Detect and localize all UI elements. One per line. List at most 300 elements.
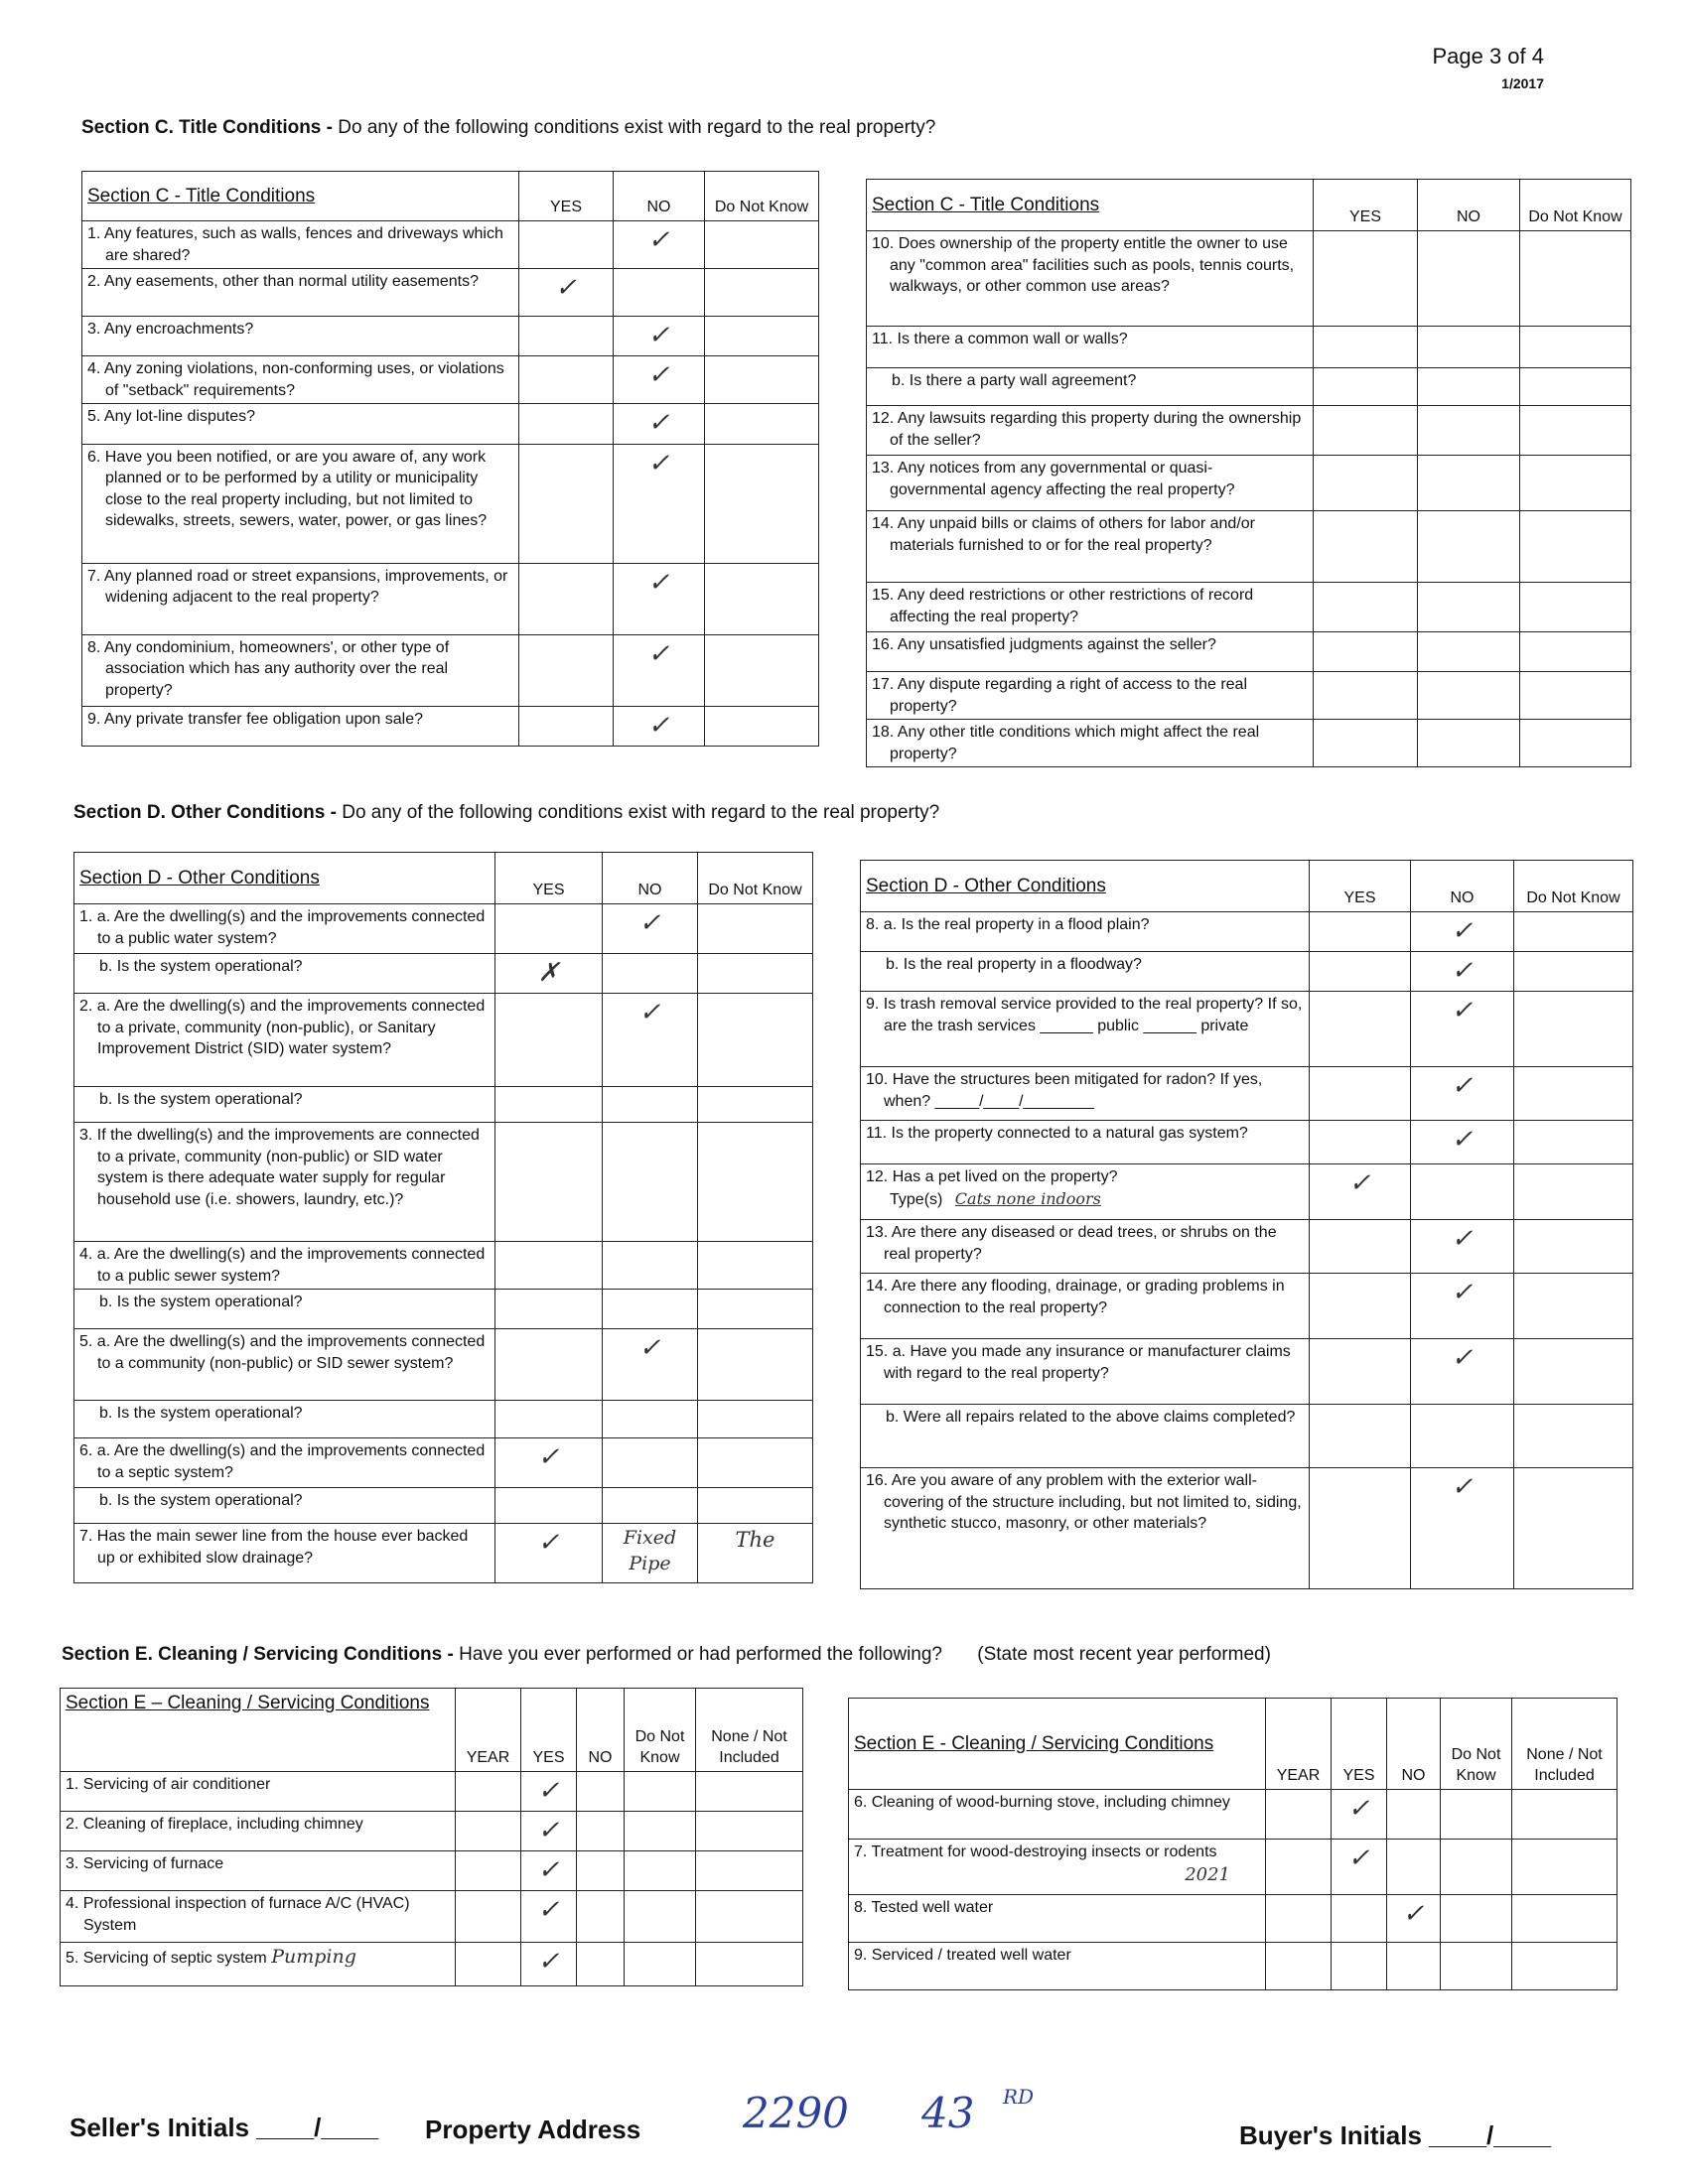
- section-e-intro-title: Section E. Cleaning / Servicing Conditions -: [62, 1644, 454, 1665]
- dnk-cell[interactable]: [705, 269, 819, 317]
- yes-cell[interactable]: [519, 563, 614, 634]
- yes-cell[interactable]: [1310, 1468, 1411, 1589]
- no-cell[interactable]: ✓: [614, 221, 705, 269]
- no-header: NO: [1411, 861, 1514, 912]
- dnk-cell[interactable]: [705, 563, 819, 634]
- table-row: [74, 994, 813, 1087]
- yes-cell[interactable]: [519, 221, 614, 269]
- no-cell[interactable]: [577, 1943, 625, 1986]
- no-cell[interactable]: [1418, 368, 1520, 406]
- table-row: [74, 1123, 813, 1242]
- yes-cell[interactable]: [1310, 1339, 1411, 1405]
- dnk-cell[interactable]: [1520, 406, 1631, 456]
- dnk-cell[interactable]: [698, 1123, 813, 1242]
- address-number[interactable]: 2290: [743, 2089, 849, 2137]
- no-header: NO: [614, 172, 705, 221]
- dnk-cell[interactable]: [705, 706, 819, 746]
- pet-type-value[interactable]: Cats none indoors: [954, 1188, 1101, 1208]
- table-row: [849, 1943, 1618, 1990]
- dnk-cell[interactable]: [698, 1438, 813, 1488]
- question: b. Is there a party wall agreement?: [892, 372, 1137, 389]
- year-cell[interactable]: [1266, 1943, 1332, 1990]
- dnk-cell[interactable]: [698, 1329, 813, 1401]
- no-cell[interactable]: ✓: [614, 634, 705, 706]
- question: b. Is the system operational?: [99, 958, 303, 975]
- dnk-cell[interactable]: [1520, 632, 1631, 672]
- no-cell[interactable]: [1387, 1840, 1441, 1895]
- question: 18. Any other title conditions which might affect the real property?: [872, 724, 1260, 762]
- no-cell[interactable]: [577, 1851, 625, 1891]
- year-cell[interactable]: [1266, 1895, 1332, 1943]
- no-cell[interactable]: ✓: [614, 404, 705, 444]
- yes-cell[interactable]: ✓: [521, 1943, 577, 1986]
- dnk-cell[interactable]: [698, 1087, 813, 1123]
- question: 3. If the dwelling(s) and the improvements are connected to a private, community (non-public) or SID water system is there adequate water supply for regular household use (i.e. showers, laundry, etc.)?: [79, 1127, 480, 1208]
- year-cell[interactable]: [456, 1891, 521, 1943]
- question: 4. Professional inspection of furnace A/C (HVAC) System: [66, 1895, 410, 1934]
- dnk-cell[interactable]: [625, 1772, 696, 1812]
- dnk-cell[interactable]: [705, 317, 819, 356]
- no-cell[interactable]: ✓: [603, 1329, 698, 1401]
- question: 16. Any unsatisfied judgments against the seller?: [872, 636, 1216, 653]
- yes-cell[interactable]: [1310, 1405, 1411, 1468]
- dnk-cell[interactable]: [698, 954, 813, 994]
- yes-cell[interactable]: [495, 1329, 603, 1401]
- table-title: Section E – Cleaning / Servicing Conditions: [61, 1689, 456, 1772]
- no-cell[interactable]: [603, 1242, 698, 1290]
- treatment-year-note[interactable]: 2021: [1185, 1863, 1230, 1885]
- pet-type-label: Type(s): [890, 1190, 943, 1208]
- no-cell[interactable]: [1418, 231, 1520, 327]
- no-cell[interactable]: ✓: [1411, 1339, 1514, 1405]
- no-cell[interactable]: [603, 1488, 698, 1524]
- none-cell[interactable]: [1512, 1943, 1618, 1990]
- no-cell[interactable]: [1418, 672, 1520, 720]
- no-cell[interactable]: ✓: [603, 904, 698, 954]
- yes-cell[interactable]: ✓: [495, 1524, 603, 1583]
- question: b. Is the system operational?: [99, 1294, 303, 1311]
- table-row: [861, 1067, 1633, 1121]
- yes-cell[interactable]: [1332, 1943, 1387, 1990]
- question: b. Is the system operational?: [99, 1405, 303, 1423]
- dnk-cell[interactable]: [1514, 952, 1633, 992]
- dnk-cell[interactable]: [698, 1242, 813, 1290]
- dnk-cell[interactable]: [625, 1812, 696, 1851]
- dnk-cell[interactable]: [1520, 511, 1631, 583]
- question: 16. Are you aware of any problem with the exterior wall-covering of the structure including, but not limited to, siding, synthetic stucco, masonry, or other materials?: [866, 1472, 1302, 1533]
- table-row: [82, 317, 819, 356]
- table-row: [74, 1242, 813, 1290]
- no-cell[interactable]: ✓: [614, 444, 705, 563]
- question: 15. a. Have you made any insurance or manufacturer claims with regard to the real property?: [866, 1343, 1291, 1382]
- table-row: [82, 563, 819, 634]
- page-number: Page 3 of 4: [1432, 44, 1544, 68]
- question: 7. Has the main sewer line from the house ever backed up or exhibited slow drainage?: [79, 1528, 469, 1567]
- question: 6. Cleaning of wood-burning stove, including chimney: [854, 1794, 1230, 1811]
- yes-header: YES: [1314, 180, 1418, 231]
- question: 15. Any deed restrictions or other restrictions of record affecting the real property?: [872, 587, 1254, 625]
- yes-cell[interactable]: [1310, 1121, 1411, 1164]
- no-cell[interactable]: [1418, 632, 1520, 672]
- table-row: [867, 511, 1631, 583]
- table-row: [61, 1851, 803, 1891]
- year-cell[interactable]: [456, 1851, 521, 1891]
- no-cell[interactable]: ✓: [614, 706, 705, 746]
- question: 5. Any lot-line disputes?: [87, 408, 255, 426]
- yes-cell[interactable]: [519, 706, 614, 746]
- dnk-cell[interactable]: [1520, 672, 1631, 720]
- dnk-cell[interactable]: [705, 634, 819, 706]
- question: 1. Any features, such as walls, fences and driveways which are shared?: [87, 225, 503, 264]
- no-cell[interactable]: [1418, 406, 1520, 456]
- table-row: [74, 1329, 813, 1401]
- question: b. Is the real property in a floodway?: [886, 956, 1142, 974]
- no-cell[interactable]: ✓: [1411, 952, 1514, 992]
- table-row: [867, 406, 1631, 456]
- question: 1. Servicing of air conditioner: [61, 1772, 456, 1812]
- dnk-cell[interactable]: [698, 904, 813, 954]
- question: 5. Servicing of septic system: [66, 1950, 267, 1968]
- table-row: [861, 1121, 1633, 1164]
- yes-cell[interactable]: [1314, 327, 1418, 368]
- question: 3. Servicing of furnace: [61, 1851, 456, 1891]
- yes-cell[interactable]: ✓: [521, 1772, 577, 1812]
- question: 7. Any planned road or street expansions, improvements, or widening adjacent to the real property?: [87, 567, 508, 607]
- no-cell[interactable]: [1418, 456, 1520, 511]
- yes-cell[interactable]: ✗: [495, 954, 603, 994]
- table-row: [74, 1438, 813, 1488]
- year-header: YEAR: [456, 1689, 521, 1772]
- question: 11. Is there a common wall or walls?: [872, 331, 1128, 347]
- table-title: Section E - Cleaning / Servicing Conditions: [849, 1699, 1266, 1790]
- question: 17. Any dispute regarding a right of access to the real property?: [872, 676, 1248, 715]
- question: 2. a. Are the dwelling(s) and the improvements connected to a private, community (non-public), or Sanitary Improvement District (SID) water system?: [79, 998, 486, 1058]
- buyer-initials[interactable]: Buyer's Initials ____/____: [1239, 2120, 1552, 2150]
- dnk-cell[interactable]: [1520, 231, 1631, 327]
- yes-cell[interactable]: ✓: [1310, 1164, 1411, 1220]
- table-row: [867, 456, 1631, 511]
- table-row: [867, 327, 1631, 368]
- no-cell[interactable]: [1418, 327, 1520, 368]
- yes-cell[interactable]: [1314, 231, 1418, 327]
- no-cell[interactable]: ✓: [1411, 912, 1514, 952]
- form-date: 1/2017: [1501, 75, 1544, 91]
- yes-cell[interactable]: [1310, 992, 1411, 1067]
- dnk-header: Do Not Know: [1441, 1699, 1512, 1790]
- table-row: [867, 672, 1631, 720]
- question: 9. Any private transfer fee obligation upon sale?: [87, 710, 423, 728]
- yes-cell[interactable]: [1314, 632, 1418, 672]
- yes-cell[interactable]: [519, 317, 614, 356]
- yes-cell[interactable]: [1314, 456, 1418, 511]
- dnk-cell[interactable]: [1514, 1274, 1633, 1339]
- section-c-intro-text: Do any of the following conditions exist with regard to the real property?: [338, 117, 936, 138]
- no-cell[interactable]: [1387, 1943, 1441, 1990]
- table-row: [861, 1274, 1633, 1339]
- septic-note[interactable]: Pumping: [271, 1946, 356, 1969]
- dnk-cell[interactable]: [1441, 1895, 1512, 1943]
- no-cell[interactable]: [603, 1438, 698, 1488]
- yes-header: YES: [495, 853, 603, 904]
- no-cell[interactable]: ✓: [614, 356, 705, 404]
- table-row: [82, 444, 819, 563]
- no-header: NO: [1418, 180, 1520, 231]
- yes-cell[interactable]: [1332, 1895, 1387, 1943]
- table-row: [82, 634, 819, 706]
- no-cell[interactable]: [1418, 720, 1520, 767]
- no-cell[interactable]: ✓: [603, 994, 698, 1087]
- dnk-cell[interactable]: [698, 994, 813, 1087]
- table-title: Section D - Other Conditions: [861, 861, 1310, 912]
- question: 14. Any unpaid bills or claims of others for labor and/or materials furnished to or for the real property?: [872, 515, 1255, 554]
- yes-cell[interactable]: [1310, 912, 1411, 952]
- yes-cell[interactable]: [1310, 1274, 1411, 1339]
- yes-header: YES: [1332, 1699, 1387, 1790]
- yes-cell[interactable]: [1314, 511, 1418, 583]
- none-cell[interactable]: [1512, 1790, 1618, 1840]
- yes-cell[interactable]: [495, 904, 603, 954]
- section-d-intro-text: Do any of the following conditions exist with regard to the real property?: [342, 802, 940, 823]
- yes-cell[interactable]: ✓: [519, 269, 614, 317]
- no-cell[interactable]: Fixed Pipe: [603, 1524, 698, 1583]
- dnk-cell[interactable]: [698, 1488, 813, 1524]
- address-street[interactable]: 43: [921, 2089, 975, 2137]
- dnk-cell[interactable]: [1514, 1164, 1633, 1220]
- no-cell[interactable]: ✓: [1387, 1895, 1441, 1943]
- question: 4. a. Are the dwelling(s) and the improvements connected to a public sewer system?: [79, 1246, 486, 1285]
- yes-cell[interactable]: ✓: [495, 1438, 603, 1488]
- dnk-header: Do Not Know: [705, 172, 819, 221]
- table-row: [861, 952, 1633, 992]
- seller-initials[interactable]: Seller's Initials ____/____: [70, 2113, 379, 2142]
- none-cell[interactable]: [696, 1772, 803, 1812]
- section-e-intro-note: (State most recent year performed): [977, 1644, 1271, 1665]
- yes-cell[interactable]: [1310, 1220, 1411, 1274]
- dnk-cell[interactable]: [1514, 1468, 1633, 1589]
- none-cell[interactable]: [696, 1851, 803, 1891]
- dnk-header: Do Not Know: [625, 1689, 696, 1772]
- no-cell[interactable]: [614, 269, 705, 317]
- year-cell[interactable]: [1266, 1840, 1332, 1895]
- address-suffix[interactable]: RD: [1003, 2085, 1035, 2109]
- no-header: NO: [1387, 1699, 1441, 1790]
- dnk-cell[interactable]: The: [698, 1524, 813, 1583]
- no-cell[interactable]: ✓: [1411, 1468, 1514, 1589]
- no-cell[interactable]: ✓: [1411, 1274, 1514, 1339]
- section-e-right-table: [848, 1698, 1618, 1990]
- year-cell[interactable]: [456, 1812, 521, 1851]
- year-cell[interactable]: [456, 1772, 521, 1812]
- table-row: [849, 1895, 1618, 1943]
- yes-cell[interactable]: [1314, 720, 1418, 767]
- yes-cell[interactable]: [519, 404, 614, 444]
- dnk-cell[interactable]: [1514, 992, 1633, 1067]
- table-row: [861, 1405, 1633, 1468]
- yes-cell[interactable]: ✓: [1332, 1790, 1387, 1840]
- dnk-cell[interactable]: [1520, 720, 1631, 767]
- dnk-cell[interactable]: [1441, 1790, 1512, 1840]
- table-row: [867, 583, 1631, 632]
- none-cell[interactable]: [1512, 1895, 1618, 1943]
- dnk-cell[interactable]: [1441, 1840, 1512, 1895]
- dnk-cell[interactable]: [698, 1401, 813, 1438]
- none-cell[interactable]: [696, 1891, 803, 1943]
- table-row: [61, 1772, 803, 1812]
- no-cell[interactable]: ✓: [1411, 1121, 1514, 1164]
- section-d-intro: [73, 802, 939, 824]
- table-row: [861, 1339, 1633, 1405]
- dnk-cell[interactable]: [705, 444, 819, 563]
- dnk-cell[interactable]: [1520, 583, 1631, 632]
- dnk-header: Do Not Know: [698, 853, 813, 904]
- no-cell[interactable]: [1418, 511, 1520, 583]
- dnk-cell[interactable]: [1514, 1067, 1633, 1121]
- table-row: [61, 1891, 803, 1943]
- table-title: Section D - Other Conditions: [74, 853, 495, 904]
- section-d-intro-title: Section D. Other Conditions -: [73, 802, 337, 823]
- dnk-cell[interactable]: [1514, 912, 1633, 952]
- table-row: [74, 1087, 813, 1123]
- yes-cell[interactable]: [519, 444, 614, 563]
- dnk-header: Do Not Know: [1514, 861, 1633, 912]
- table-row: [74, 954, 813, 994]
- yes-cell[interactable]: [1314, 583, 1418, 632]
- no-cell[interactable]: ✓: [614, 563, 705, 634]
- no-cell[interactable]: [603, 1087, 698, 1123]
- section-e-intro: [62, 1644, 1271, 1666]
- question: 12. Has a pet lived on the property?: [866, 1168, 1118, 1186]
- section-c-intro: [81, 117, 935, 139]
- dnk-cell[interactable]: [705, 356, 819, 404]
- dnk-cell[interactable]: [625, 1943, 696, 1986]
- no-cell[interactable]: ✓: [614, 317, 705, 356]
- dnk-cell[interactable]: [1514, 1121, 1633, 1164]
- property-address-label: Property Address: [425, 2115, 641, 2144]
- question: 6. Have you been notified, or are you aware of, any work planned or to be performed by a utility or municipality close to the real property including, but not limited to sidewalks, streets, sewers, water, power, or gas lines?: [87, 448, 488, 530]
- yes-header: YES: [519, 172, 614, 221]
- no-cell[interactable]: [603, 1290, 698, 1329]
- no-cell[interactable]: [1387, 1790, 1441, 1840]
- no-cell[interactable]: [603, 1401, 698, 1438]
- table-row: [82, 221, 819, 269]
- none-cell[interactable]: [1512, 1840, 1618, 1895]
- dnk-cell[interactable]: [1514, 1339, 1633, 1405]
- question: 2. Any easements, other than normal utility easements?: [87, 273, 479, 291]
- question: 7. Treatment for wood-destroying insects or rodents: [854, 1843, 1217, 1860]
- no-cell[interactable]: [577, 1812, 625, 1851]
- dnk-cell[interactable]: [1520, 327, 1631, 368]
- no-header: NO: [603, 853, 698, 904]
- year-header: YEAR: [1266, 1699, 1332, 1790]
- question: 9. Is trash removal service provided to the real property? If so, are the trash services ______ public ______ private: [866, 996, 1303, 1034]
- question: 13. Any notices from any governmental or quasi-governmental agency affecting the real property?: [872, 460, 1235, 498]
- section-d-left-table: [73, 852, 813, 1583]
- no-cell[interactable]: ✓: [1411, 1220, 1514, 1274]
- yes-cell[interactable]: ✓: [521, 1812, 577, 1851]
- table-row: [74, 1488, 813, 1524]
- yes-cell[interactable]: [495, 1401, 603, 1438]
- section-c-right-table: [866, 179, 1631, 767]
- yes-cell[interactable]: ✓: [1332, 1840, 1387, 1895]
- table-row: [867, 231, 1631, 327]
- dnk-cell[interactable]: [705, 404, 819, 444]
- section-d-right-table: [860, 860, 1633, 1589]
- yes-cell[interactable]: [495, 1123, 603, 1242]
- question: b. Is the system operational?: [99, 1091, 303, 1109]
- table-row: [74, 1524, 813, 1583]
- no-cell[interactable]: [577, 1772, 625, 1812]
- none-header: None / Not Included: [696, 1689, 803, 1772]
- table-row: [74, 1401, 813, 1438]
- no-cell[interactable]: ✓: [1411, 992, 1514, 1067]
- yes-cell[interactable]: [1310, 1067, 1411, 1121]
- no-cell[interactable]: [603, 1123, 698, 1242]
- question: 3. Any encroachments?: [87, 321, 254, 339]
- table-row: [849, 1790, 1618, 1840]
- none-cell[interactable]: [696, 1812, 803, 1851]
- table-row: [861, 1468, 1633, 1589]
- yes-cell[interactable]: [495, 1242, 603, 1290]
- yes-header: YES: [521, 1689, 577, 1772]
- year-cell[interactable]: [1266, 1790, 1332, 1840]
- question: 10. Does ownership of the property entitle the owner to use any "common area" facilities such as pools, tennis courts, walkways, or other common use areas?: [872, 235, 1295, 296]
- dnk-header: Do Not Know: [1520, 180, 1631, 231]
- dnk-cell[interactable]: [1520, 456, 1631, 511]
- year-cell[interactable]: [456, 1943, 521, 1986]
- yes-header: YES: [1310, 861, 1411, 912]
- dnk-cell[interactable]: [1514, 1405, 1633, 1468]
- yes-cell[interactable]: [1314, 406, 1418, 456]
- question: 6. a. Are the dwelling(s) and the improvements connected to a septic system?: [79, 1442, 486, 1481]
- table-row: [867, 632, 1631, 672]
- question: 11. Is the property connected to a natural gas system?: [866, 1125, 1248, 1143]
- table-row: [867, 368, 1631, 406]
- yes-cell[interactable]: [519, 356, 614, 404]
- no-cell[interactable]: ✓: [1411, 1067, 1514, 1121]
- no-cell[interactable]: [1411, 1164, 1514, 1220]
- table-row: [61, 1812, 803, 1851]
- table-row: [82, 356, 819, 404]
- dnk-cell[interactable]: [1520, 368, 1631, 406]
- yes-cell[interactable]: ✓: [521, 1851, 577, 1891]
- no-cell[interactable]: [577, 1891, 625, 1943]
- yes-cell[interactable]: [1314, 368, 1418, 406]
- no-cell[interactable]: [1411, 1405, 1514, 1468]
- table-row: [867, 720, 1631, 767]
- dnk-cell[interactable]: [698, 1290, 813, 1329]
- table-row: [849, 1840, 1618, 1895]
- table-row: [74, 1290, 813, 1329]
- no-cell[interactable]: [1418, 583, 1520, 632]
- dnk-cell[interactable]: [705, 221, 819, 269]
- yes-cell[interactable]: [1310, 952, 1411, 992]
- yes-cell[interactable]: [495, 1087, 603, 1123]
- dnk-cell[interactable]: [625, 1851, 696, 1891]
- dnk-cell[interactable]: [1441, 1943, 1512, 1990]
- question: 8. Any condominium, homeowners', or other type of association which has any authority over the real property?: [87, 638, 450, 699]
- yes-cell[interactable]: [495, 1290, 603, 1329]
- yes-cell[interactable]: [495, 994, 603, 1087]
- dnk-cell[interactable]: [1514, 1220, 1633, 1274]
- yes-cell[interactable]: [519, 634, 614, 706]
- no-cell[interactable]: [603, 954, 698, 994]
- yes-cell[interactable]: [1314, 672, 1418, 720]
- question: 1. a. Are the dwelling(s) and the improvements connected to a public water system?: [79, 908, 486, 947]
- yes-cell[interactable]: ✓: [521, 1891, 577, 1943]
- none-cell[interactable]: [696, 1943, 803, 1986]
- dnk-cell[interactable]: [625, 1891, 696, 1943]
- yes-cell[interactable]: [495, 1488, 603, 1524]
